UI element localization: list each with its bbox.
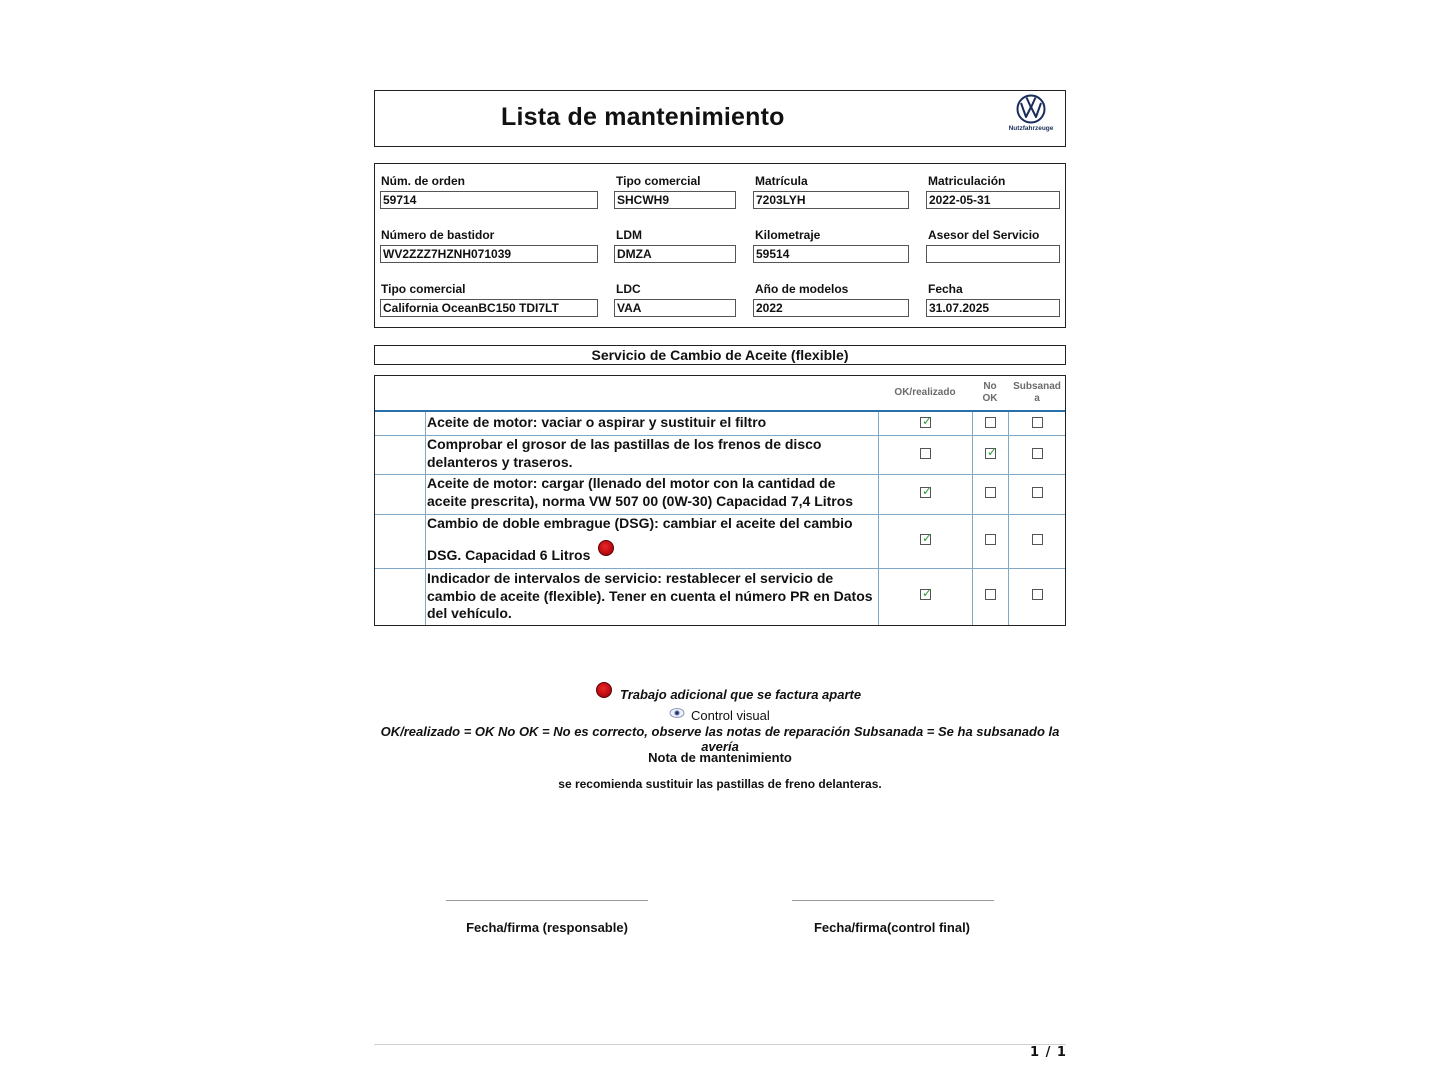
- ldc-label: LDC: [616, 282, 641, 296]
- not-ok-checkbox[interactable]: [985, 445, 998, 459]
- vw-logo-icon: [1016, 94, 1046, 124]
- page-number: 1 / 1: [1030, 1045, 1067, 1060]
- header-not-ok-line1: No: [983, 381, 997, 392]
- header-not-ok: [972, 381, 1008, 405]
- task-row-1-text: Aceite de motor: vaciar o aspirar y sustituir el filtro: [427, 414, 767, 430]
- order-number-label: Núm. de orden: [381, 174, 466, 188]
- plate-field: 7203LYH: [753, 191, 909, 209]
- ldc-field: VAA: [614, 299, 736, 317]
- mileage-field: 59514: [753, 245, 909, 263]
- service-advisor-label: Asesor del Servicio: [928, 228, 1040, 242]
- check-icon: ✓: [921, 531, 933, 545]
- header-fixed-line1: Subsanad: [1013, 381, 1061, 392]
- fixed-checkbox[interactable]: [1032, 417, 1043, 428]
- chassis-number-label: Número de bastidor: [381, 228, 495, 242]
- vw-logo: [1005, 94, 1057, 140]
- task-row-2-text: Comprobar el grosor de las pastillas de los frenos de disco delanteros y traseros.: [427, 436, 822, 470]
- check-icon: ✓: [921, 586, 933, 600]
- model-year-label: Año de modelos: [755, 282, 849, 296]
- fixed-checkbox[interactable]: [1032, 487, 1043, 498]
- ok-checkbox[interactable]: [920, 531, 933, 545]
- not-ok-checkbox[interactable]: [985, 417, 996, 428]
- ok-checkbox[interactable]: [920, 586, 933, 600]
- commercial-type-label: Tipo comercial: [381, 282, 466, 296]
- column-separator: [425, 412, 426, 625]
- extra-charge-dot-icon: [596, 682, 612, 698]
- extra-charge-dot-icon: [598, 540, 614, 556]
- check-icon: ✓: [921, 484, 933, 498]
- column-separator: [1008, 412, 1009, 625]
- ok-checkbox[interactable]: [920, 484, 933, 498]
- service-advisor-field: [926, 245, 1060, 263]
- commercial-type-field: California OceanBC150 TDI7LT: [380, 299, 598, 317]
- fixed-checkbox[interactable]: [1032, 448, 1043, 459]
- check-icon: ✓: [921, 414, 933, 428]
- signature-label-final-control: Fecha/firma(control final): [813, 920, 971, 935]
- header-fixed-line2: a: [1034, 393, 1040, 404]
- not-ok-checkbox[interactable]: [985, 487, 996, 498]
- ok-checkbox[interactable]: [920, 414, 933, 428]
- footer-divider: [374, 1044, 1066, 1045]
- eye-icon: [669, 707, 685, 719]
- logo-caption: Nutzfahrzeuge: [1008, 125, 1054, 132]
- plate-label: Matrícula: [755, 174, 808, 188]
- vehicle-info-box: [374, 163, 1066, 328]
- header-separator: [375, 410, 1065, 412]
- task-row-4-text-line2: DSG. Capacidad 6 Litros: [427, 547, 591, 563]
- commercial-type-code-label: Tipo comercial: [616, 174, 701, 188]
- column-separator: [972, 412, 973, 625]
- chassis-number-field: WV2ZZZ7HZNH071039: [380, 245, 598, 263]
- header-ok: OK/realizado: [894, 387, 956, 398]
- page-title: Lista de mantenimiento: [501, 103, 785, 131]
- header-box: [374, 90, 1066, 147]
- maintenance-note-text: se recomienda sustituir las pastillas de freno delanteras.: [558, 777, 882, 791]
- not-ok-checkbox[interactable]: [985, 589, 996, 600]
- ldm-field: DMZA: [614, 245, 736, 263]
- order-number-field: 59714: [380, 191, 598, 209]
- header-fixed: [1009, 381, 1065, 405]
- commercial-type-code-field: SHCWH9: [614, 191, 736, 209]
- row-separator: [375, 568, 1065, 569]
- not-ok-checkbox[interactable]: [985, 534, 996, 545]
- check-icon: ✓: [986, 445, 998, 459]
- mileage-label: Kilometraje: [755, 228, 821, 242]
- signature-line-responsible: [446, 900, 648, 901]
- maintenance-table: [374, 375, 1066, 626]
- legend-definitions: OK/realizado = OK No OK = No es correcto, observe las notas de reparación Subsanada = Se ha subsanado la avería: [380, 724, 1060, 754]
- section-title: Servicio de Cambio de Aceite (flexible): [374, 345, 1066, 365]
- registration-field: 2022-05-31: [926, 191, 1060, 209]
- date-label: Fecha: [928, 282, 963, 296]
- fixed-checkbox[interactable]: [1032, 589, 1043, 600]
- ldm-label: LDM: [616, 228, 642, 242]
- task-row-4-text-line1: Cambio de doble embrague (DSG): cambiar el aceite del cambio: [427, 515, 853, 531]
- header-not-ok-line2: OK: [982, 393, 998, 404]
- fixed-checkbox[interactable]: [1032, 534, 1043, 545]
- signature-label-responsible: Fecha/firma (responsable): [466, 920, 628, 935]
- signature-line-final-control: [792, 900, 994, 901]
- task-row-3-text: Aceite de motor: cargar (llenado del motor con la cantidad de aceite prescrita), norma VW 507 00 (0W-30) Capacidad 7,4 Litros: [427, 475, 854, 509]
- task-row-5-text: Indicador de intervalos de servicio: restablecer el servicio de cambio de aceite (flexible). Tener en cuenta el número PR en Datos del vehículo.: [427, 570, 873, 621]
- ok-checkbox[interactable]: [920, 448, 931, 459]
- maintenance-note-title: Nota de mantenimiento: [648, 750, 792, 765]
- registration-label: Matriculación: [928, 174, 1006, 188]
- date-field: 31.07.2025: [926, 299, 1060, 317]
- model-year-field: 2022: [753, 299, 909, 317]
- legend-visual-control: Control visual: [691, 708, 770, 723]
- column-separator: [878, 412, 879, 625]
- legend-extra-work: Trabajo adicional que se factura aparte: [620, 687, 862, 702]
